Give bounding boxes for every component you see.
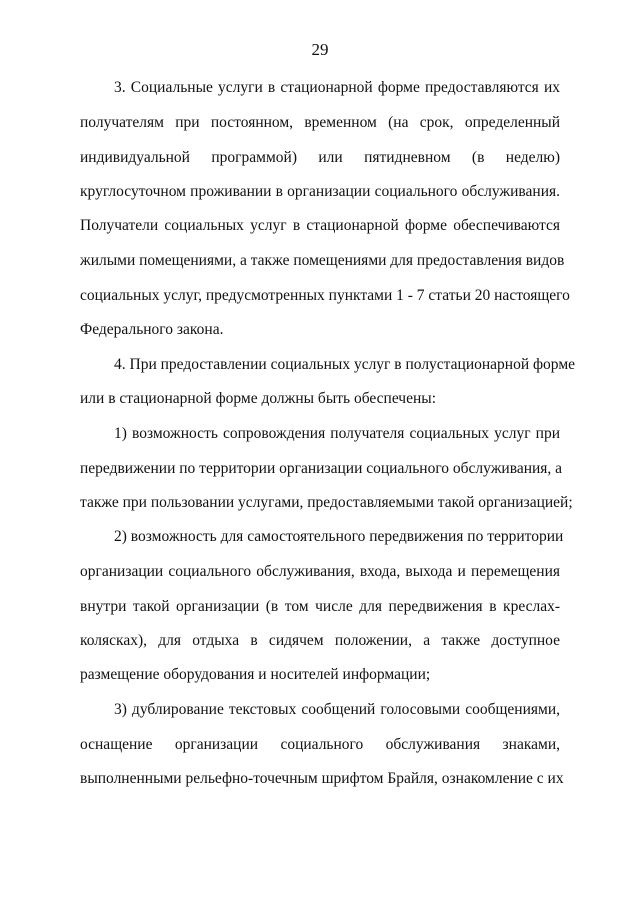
text-line: Федерального закона. bbox=[80, 321, 224, 338]
text-line: 3) дублирование текстовых сообщений голосовыми сообщениями, bbox=[114, 701, 560, 718]
text-line: круглосуточном проживании в организации социального обслуживания. bbox=[80, 183, 560, 200]
text-line: организации социального обслуживания, входа, выхода и перемещения bbox=[80, 563, 560, 580]
text-line: внутри такой организации (в том числе для передвижения в креслах- bbox=[80, 598, 560, 615]
text-line: 3. Социальные услуги в стационарной форме предоставляются их bbox=[114, 79, 560, 96]
text-line: также при пользовании услугами, предоставляемыми такой организацией; bbox=[80, 494, 573, 511]
text-line: колясках), для отдыха в сидячем положении, а также доступное bbox=[80, 632, 560, 649]
text-line: социальных услуг, предусмотренных пунктами 1 - 7 статьи 20 настоящего bbox=[80, 287, 570, 304]
text-line: 4. При предоставлении социальных услуг в полустационарной форме bbox=[114, 356, 576, 373]
page-number: 29 bbox=[311, 40, 329, 59]
text-line: 1) возможность сопровождения получателя социальных услуг при bbox=[114, 425, 560, 442]
text-line: передвижении по территории организации социального обслуживания, а bbox=[80, 460, 563, 477]
text-line: или в стационарной форме должны быть обеспечены: bbox=[80, 390, 437, 407]
text-line: 2) возможность для самостоятельного передвижения по территории bbox=[114, 528, 564, 545]
text-line: индивидуальной программой) или пятидневном (в неделю) bbox=[80, 149, 560, 166]
text-line: получателям при постоянном, временном (на срок, определенный bbox=[80, 114, 560, 131]
text-line: оснащение организации социального обслуживания знаками, bbox=[80, 736, 560, 753]
text-line: жилыми помещениями, а также помещениями для предоставления видов bbox=[80, 252, 565, 269]
text-line: выполненными рельефно-точечным шрифтом Брайля, ознакомление с их bbox=[80, 770, 564, 787]
text-line: Получатели социальных услуг в стационарной форме обеспечиваются bbox=[80, 217, 560, 234]
text-line: размещение оборудования и носителей информации; bbox=[80, 666, 431, 683]
